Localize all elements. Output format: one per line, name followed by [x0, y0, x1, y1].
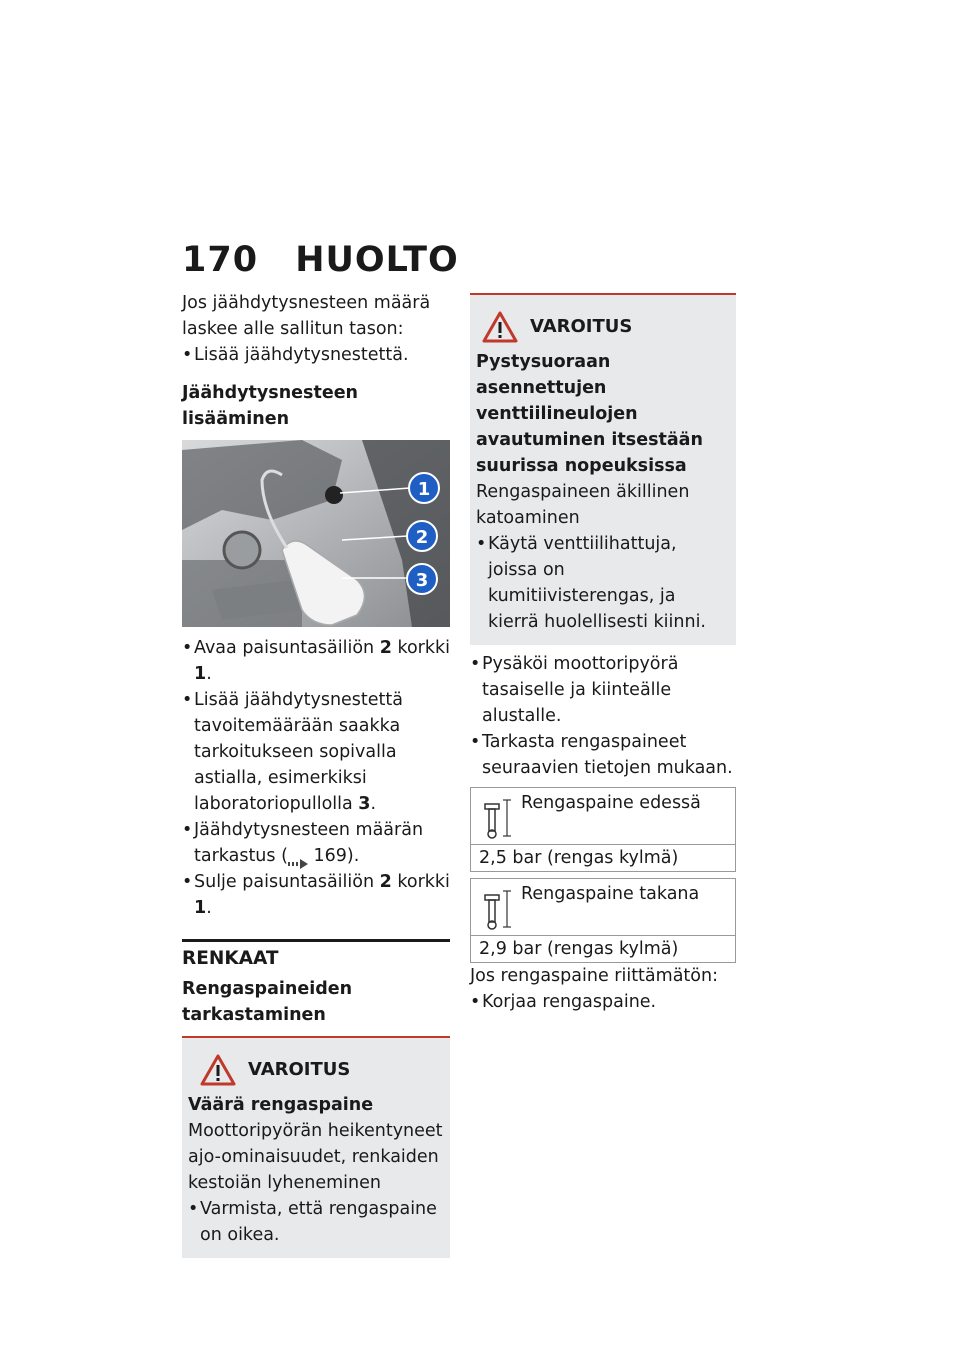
list-item: • Jäähdytysnesteen määrän tarkastus ( 169).: [182, 817, 450, 869]
tire-pressure-icon: [483, 796, 513, 840]
spec-label: Rengaspaine edessä: [521, 793, 701, 813]
warning-title: VAROITUS: [530, 316, 633, 337]
section-title-renkaat: RENKAAT: [182, 948, 279, 969]
spec-value: 2,9 bar (rengas kylmä): [479, 939, 679, 959]
outro-text: Jos rengaspaine riittämätön:: [470, 966, 718, 986]
tire-pressure-icon: [483, 887, 513, 931]
list-item: • Sulje paisuntasäiliön 2 korkki 1.: [182, 869, 450, 921]
spec-label: Rengaspaine takana: [521, 884, 700, 904]
warning-triangle-icon: [482, 311, 518, 343]
warning-box: [470, 293, 736, 645]
warning-heading: Pystysuoraan asennettujen venttiilineulojen avautuminen itsestään suurissa nopeuksissa: [476, 352, 703, 476]
page-ref-arrow-icon[interactable]: [288, 851, 308, 861]
list-item: • Lisää jäähdytysnestettä tavoitemäärään saakka tarkoitukseen sopivalla astialla, esimerkiksi laboratoriopullolla 3.: [182, 687, 450, 817]
warning-body: Moottoripyörän heikentyneet ajo-ominaisuudet, renkaiden kestoiän lyheneminen: [188, 1121, 443, 1193]
list-item: • Avaa paisuntasäiliön 2 korkki 1.: [182, 635, 450, 687]
section-rule: [182, 939, 450, 942]
warning-bullet: • Käytä venttiilihattuja, joissa on kumitiivisterengas, ja kierrä huolellisesti kiinni.: [476, 531, 730, 635]
spec-rear: [470, 878, 736, 963]
page-number: 170: [182, 240, 259, 280]
warning-heading: Väärä rengaspaine: [188, 1095, 374, 1115]
left-column: [182, 290, 450, 1258]
warning-triangle-icon: [200, 1054, 236, 1086]
section-title: HUOLTO: [295, 240, 459, 280]
section-subtitle: Rengaspaineiden tarkastaminen: [182, 979, 353, 1025]
outro-bullet: • Korjaa rengaspaine.: [470, 989, 736, 1015]
callout-3: 3: [415, 570, 429, 591]
warning-body: Rengaspaineen äkillinen katoaminen: [476, 482, 690, 528]
callout-1: 1: [417, 479, 431, 500]
coolant-figure: [182, 440, 450, 627]
engine-illustration: [182, 440, 450, 627]
list-item: • Pysäköi moottoripyörä tasaiselle ja kiinteälle alustalle.: [470, 651, 736, 729]
steps-list: [470, 651, 736, 781]
spec-front: [470, 787, 736, 872]
list-item: • Tarkasta rengaspaineet seuraavien tietojen mukaan.: [470, 729, 736, 781]
steps-list: [182, 635, 450, 921]
warning-bullet: • Varmista, että rengaspaine on oikea.: [188, 1196, 444, 1248]
page-header: [182, 240, 459, 280]
intro-text: Jos jäähdytysnesteen määrä laskee alle sallitun tason:: [182, 293, 431, 339]
subheading: Jäähdytysnesteen lisääminen: [182, 383, 359, 429]
spec-value: 2,5 bar (rengas kylmä): [479, 848, 679, 868]
intro-bullet: • Lisää jäähdytysnestettä.: [182, 342, 450, 368]
warning-title: VAROITUS: [248, 1059, 351, 1080]
callout-2: 2: [415, 527, 429, 548]
warning-box: [182, 1036, 450, 1258]
right-column: [470, 293, 736, 1015]
page-ref[interactable]: 169: [313, 846, 347, 866]
